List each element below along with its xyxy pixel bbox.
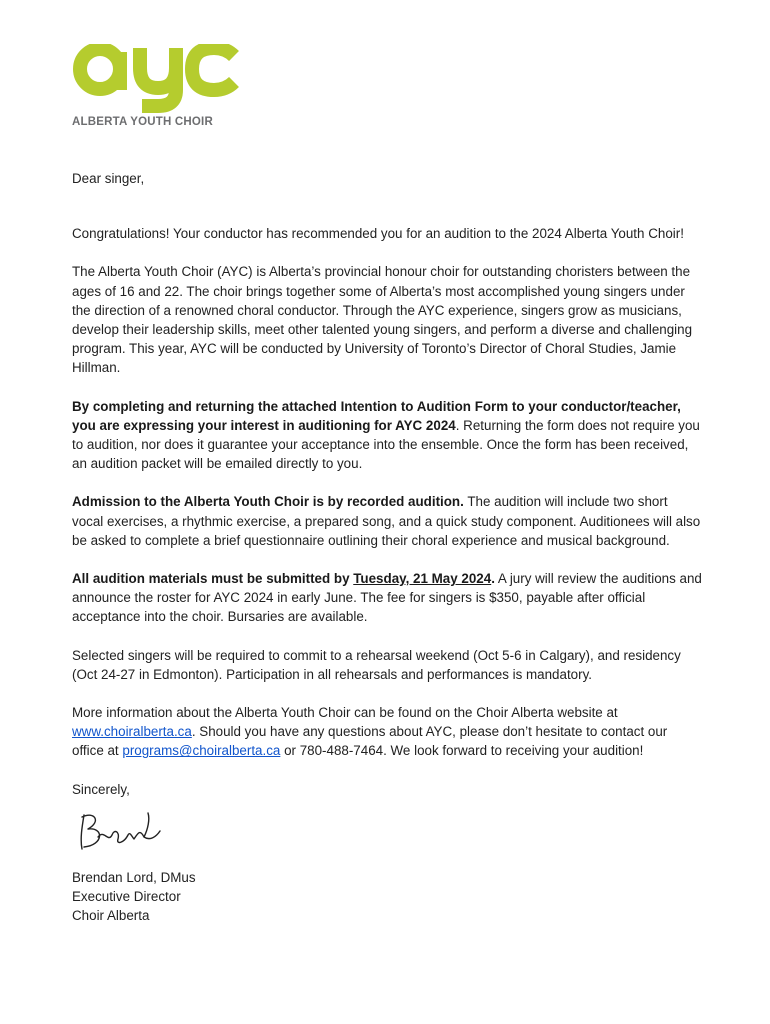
deadline-period: .	[491, 571, 495, 587]
paragraph-intention-form	[72, 397, 702, 474]
paragraph-about-ayc: The Alberta Youth Choir (AYC) is Alberta’s provincial honour choir for outstanding choristers between the ages of 16 and 22. The choir brings together some of Alberta’s most accomplished young singers under the direction of a renowned choral conductor. Through the AYC experience, singers grow as musicians, develop their leadership skills, meet other talented young singers, and perform a diverse and challenging program. This year, AYC will be conducted by University of Toronto’s Director of Choral Studies, Jamie Hillman.	[72, 264, 693, 376]
deadline-emphasis	[72, 571, 495, 586]
paragraph-congratulations: Congratulations! Your conductor has recommended you for an audition to the 2024 Alberta Youth Choir!	[72, 226, 684, 242]
ayc-logo-mark	[72, 44, 242, 114]
signer-organization: Choir Alberta	[72, 908, 150, 924]
signer-name: Brendan Lord, DMus	[72, 870, 196, 886]
closing: Sincerely,	[72, 781, 130, 797]
paragraph-deadline	[72, 569, 702, 627]
intention-form-emphasis: By completing and returning the attached Intention to Audition Form to your conductor/teacher, you are expressing your interest in auditioning for AYC 2024	[72, 398, 681, 433]
ayc-logo	[72, 44, 242, 134]
letter-body	[72, 169, 702, 926]
paragraph-admission	[72, 492, 702, 550]
more-info-text-b: . Should you have any questions about AYC, please don’t hesitate to contact our office at	[72, 724, 668, 759]
deadline-text: A jury will review the auditions and announce the roster for AYC 2024 in early June. The fee for singers is $350, payable after official acceptance into the choir. Bursaries are available.	[72, 571, 702, 625]
website-link[interactable]: www.choiralberta.ca	[72, 724, 192, 740]
more-info-text-c: or 780-488-7464. We look forward to receiving your audition!	[280, 743, 644, 759]
deadline-lead: All audition materials must be submitted by	[72, 571, 354, 587]
salutation: Dear singer,	[72, 171, 145, 186]
deadline-date: Tuesday, 21 May 2024	[353, 571, 492, 587]
more-info-text-a: More information about the Alberta Youth Choir can be found on the Choir Alberta website at	[72, 705, 618, 721]
handwritten-signature	[74, 807, 164, 855]
paragraph-commitment: Selected singers will be required to commit to a rehearsal weekend (Oct 5-6 in Calgary), and residency (Oct 24-27 in Edmonton). Participation in all rehearsals and performances is mandatory.	[72, 647, 681, 682]
signer-title: Executive Director	[72, 889, 181, 905]
email-link[interactable]: programs@choiralberta.ca	[122, 743, 281, 759]
signature-block	[72, 868, 702, 926]
intention-form-text: . Returning the form does not require you to audition, nor does it guarantee your acceptance into the ensemble. Once the form has been received, an audition packet will be emailed directly to you.	[72, 417, 700, 472]
admission-text: The audition will include two short vocal exercises, a rhythmic exercise, a prepared song, and a quick study component. Auditionees will also be asked to complete a brief questionnaire outlining their choral experience and musical background.	[72, 494, 701, 548]
logo-tagline: ALBERTA YOUTH CHOIR	[72, 116, 213, 128]
admission-emphasis: Admission to the Alberta Youth Choir is by recorded audition.	[72, 494, 464, 510]
paragraph-more-info	[72, 703, 702, 761]
